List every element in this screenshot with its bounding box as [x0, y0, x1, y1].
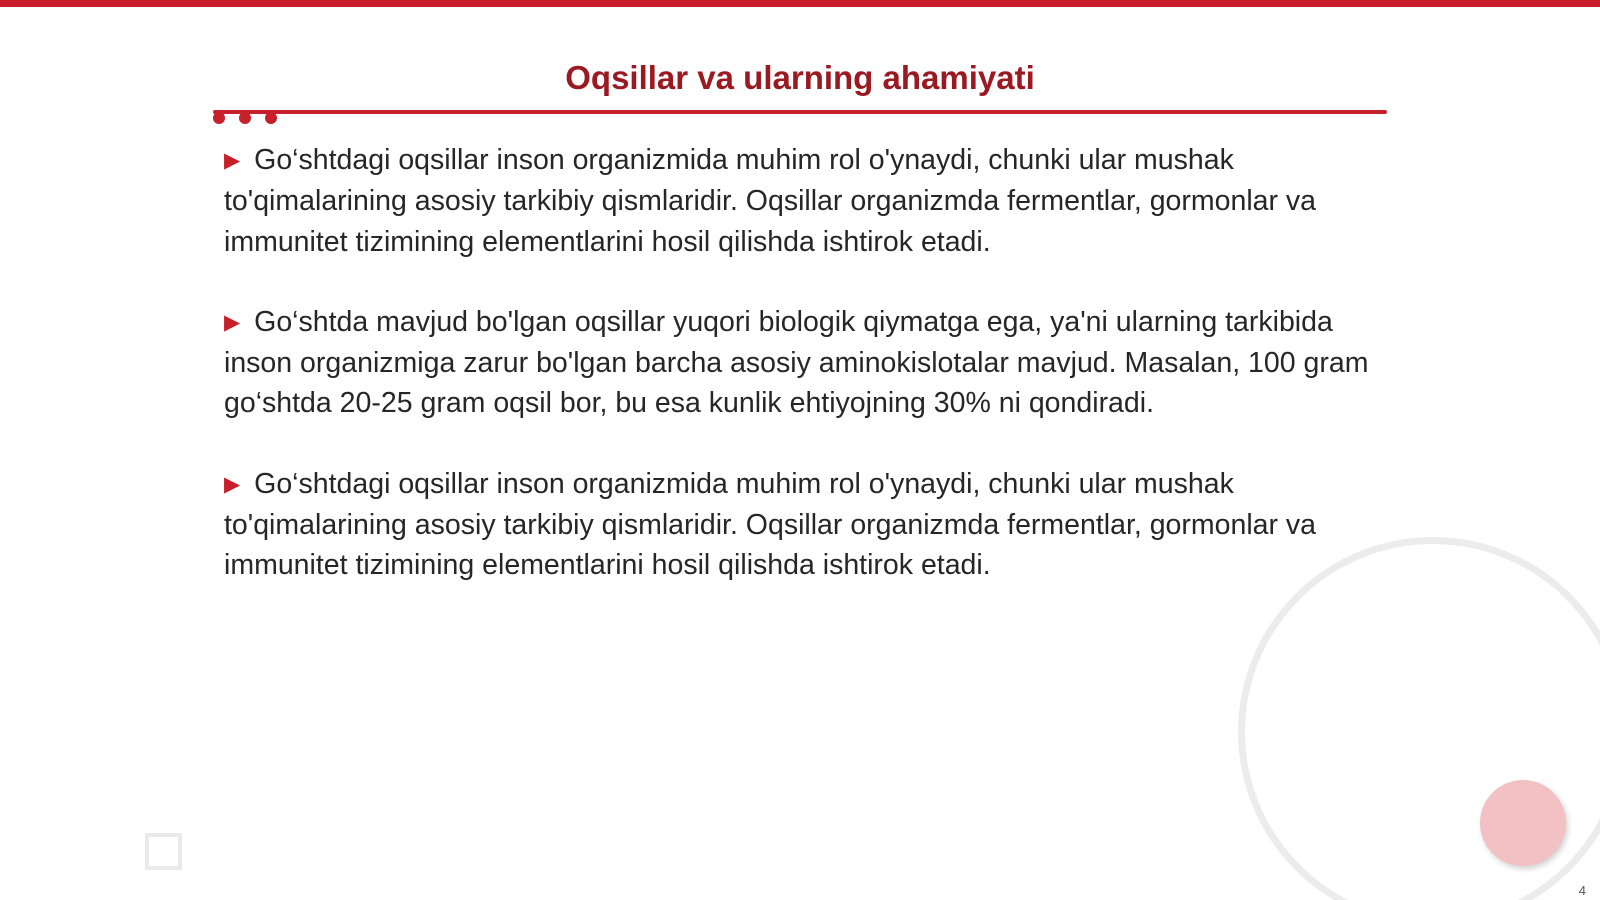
- top-accent-bar: [0, 0, 1600, 7]
- dot-icon: [265, 112, 277, 124]
- bullet-item: [224, 302, 1384, 424]
- bullet-text: Go‘shtdagi oqsillar inson organizmida muhim rol o'ynaydi, chunki ular mushak to'qimalarining asosiy tarkibiy qismlaridir. Oqsillar organizmda fermentlar, gormonlar va immunitet tizimining elementlarini hosil qilishda ishtirok etadi.: [224, 144, 1317, 258]
- dot-icon: [213, 112, 225, 124]
- bullet-list: [224, 140, 1384, 626]
- triangle-bullet-icon: ▶: [224, 472, 241, 496]
- triangle-bullet-icon: ▶: [224, 310, 241, 334]
- bullet-item: [224, 464, 1384, 586]
- title-underline: [213, 110, 1387, 114]
- dot-icon: [239, 112, 251, 124]
- slide-title: Oqsillar va ularning ahamiyati: [565, 59, 1035, 96]
- triangle-bullet-icon: ▶: [224, 149, 241, 172]
- bullet-text: Go‘shtdagi oqsillar inson organizmida muhim rol o'ynaydi, chunki ular mushak to'qimalarining asosiy tarkibiy qismlaridir. Oqsillar organizmda fermentlar, gormonlar va immunitet tizimining elementlarini hosil qilishda ishtirok etadi.: [224, 467, 1317, 582]
- page-number: 4: [1578, 883, 1586, 898]
- bullet-text: Go‘shtda mavjud bo'lgan oqsillar yuqori biologik qiymatga ega, ya'ni ularning tarkibida inson organizmiga zarur bo'lgan barcha asosiy aminokislotalar mavjud. Masalan, 100 gram go‘shtda 20-25 gram oqsil bor, bu esa kunlik ehtiyojning 30% ni qondiradi.: [224, 305, 1369, 420]
- decorative-square: [145, 833, 182, 870]
- bullet-item: [224, 140, 1384, 262]
- decorative-circle: [1480, 780, 1566, 866]
